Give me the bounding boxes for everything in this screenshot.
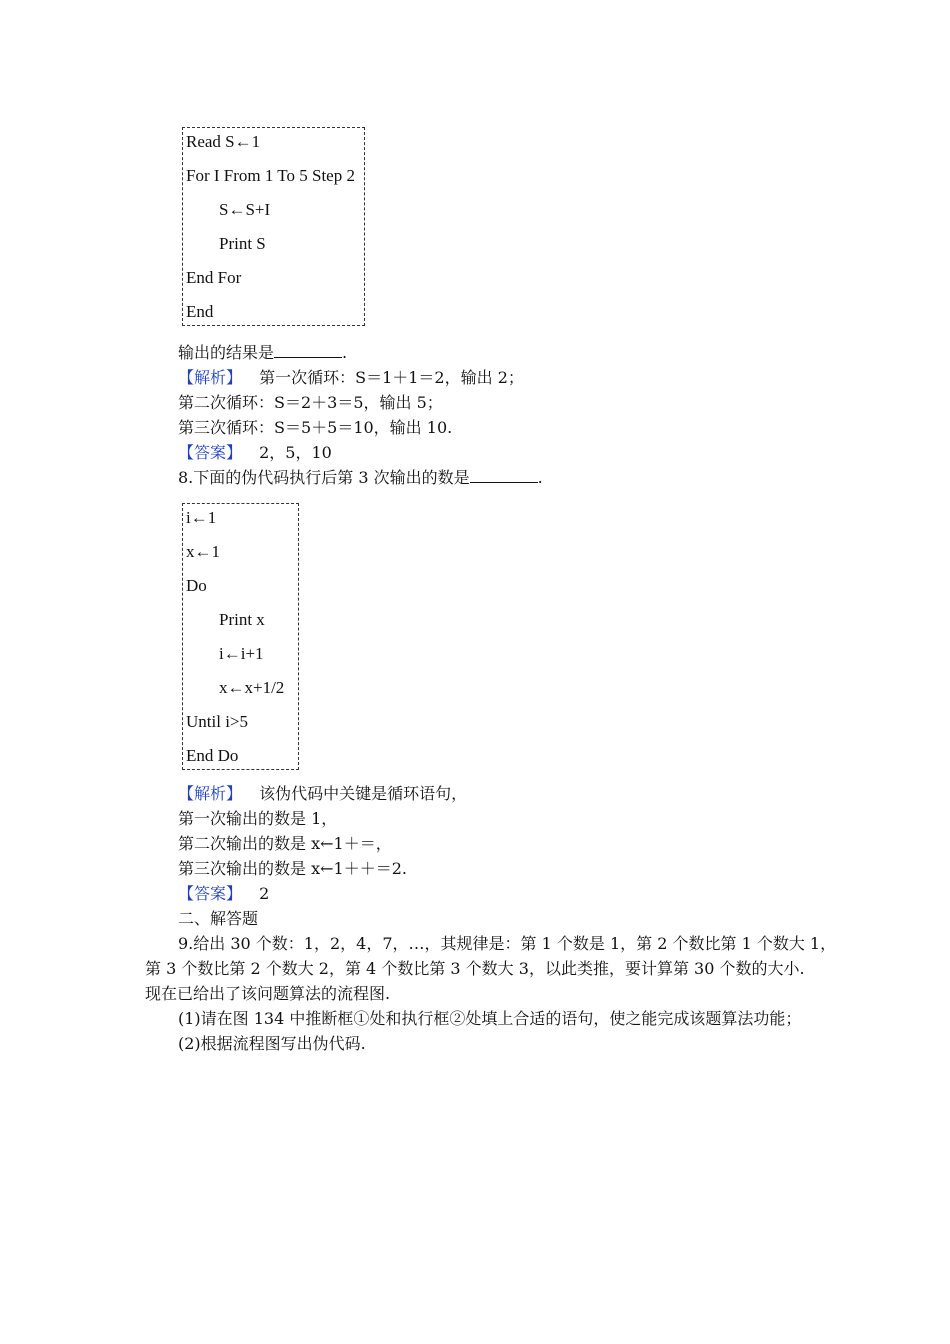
q8-analysis-2: 第一次输出的数是 1，	[178, 809, 338, 828]
code-line: i←i+1	[219, 644, 264, 663]
answer-blank	[470, 468, 538, 483]
answer-blank	[274, 343, 342, 358]
q7-answer: 2，5，10	[259, 443, 332, 462]
code-line: Read S←1	[186, 132, 261, 151]
q8-analysis-1: 该伪代码中关键是循环语句，	[259, 784, 468, 803]
code-line: x←1	[186, 542, 220, 561]
code-line: Until i>5	[186, 712, 249, 731]
analysis-label: 【解析】	[178, 784, 243, 803]
section-title: 二、解答题	[178, 909, 259, 928]
q7-answer-row	[178, 442, 332, 464]
code-box-1	[182, 127, 365, 326]
q9-line-2: 第 3 个数比第 2 个数大 2，第 4 个数比第 3 个数大 3，以此类推，要计算第 30 个数的大小.	[145, 959, 805, 978]
q7-analysis-1: 第一次循环：S＝1＋1＝2，输出 2；	[259, 368, 524, 387]
q7-analysis-row	[178, 367, 524, 389]
code-line: i←1	[186, 508, 217, 527]
code-line: End Do	[186, 746, 239, 765]
answer-label: 【答案】	[178, 443, 243, 462]
code-line: Print x	[219, 610, 265, 629]
q8-question-end: .	[537, 468, 543, 487]
code-line: End For	[186, 268, 242, 287]
q9-sub-2: (2)根据流程图写出伪代码.	[178, 1034, 366, 1053]
q7-analysis-3: 第三次循环：S＝5＋5＝10，输出 10.	[178, 418, 453, 437]
q8-answer: 2	[259, 884, 270, 903]
q7-prompt-end: .	[342, 343, 348, 362]
code-box-2	[182, 503, 299, 770]
q9-line-3: 现在已给出了该问题算法的流程图.	[145, 984, 391, 1003]
q7-prompt	[178, 342, 347, 364]
code-line: Do	[186, 576, 207, 595]
code-line: Print S	[219, 234, 266, 253]
analysis-label: 【解析】	[178, 368, 243, 387]
code-line: S←S+I	[219, 200, 271, 219]
code-line: x←x+1/2	[219, 678, 285, 697]
code-line: For I From 1 To 5 Step 2	[186, 166, 355, 185]
q9-line-1: 9.给出 30 个数：1，2，4，7，…，其规律是：第 1 个数是 1，第 2 个数比第 1 个数大 1，	[178, 934, 837, 953]
answer-label: 【答案】	[178, 884, 243, 903]
q8-analysis-3: 第二次输出的数是 x←1＋＝，	[178, 834, 392, 853]
q8-analysis-row	[178, 783, 467, 805]
code-line: End	[186, 302, 214, 321]
q7-analysis-2: 第二次循环：S＝2＋3＝5，输出 5；	[178, 393, 443, 412]
q8-answer-row	[178, 883, 269, 905]
q8-question-text: 8.下面的伪代码执行后第 3 次输出的数是	[178, 468, 470, 487]
q8-question	[178, 467, 543, 489]
q9-sub-1: (1)请在图 134 中推断框①处和执行框②处填上合适的语句，使之能完成该题算法功能；	[178, 1009, 802, 1028]
q7-prompt-text: 输出的结果是	[178, 343, 275, 362]
q8-analysis-4: 第三次输出的数是 x←1＋＋＝2.	[178, 859, 407, 878]
